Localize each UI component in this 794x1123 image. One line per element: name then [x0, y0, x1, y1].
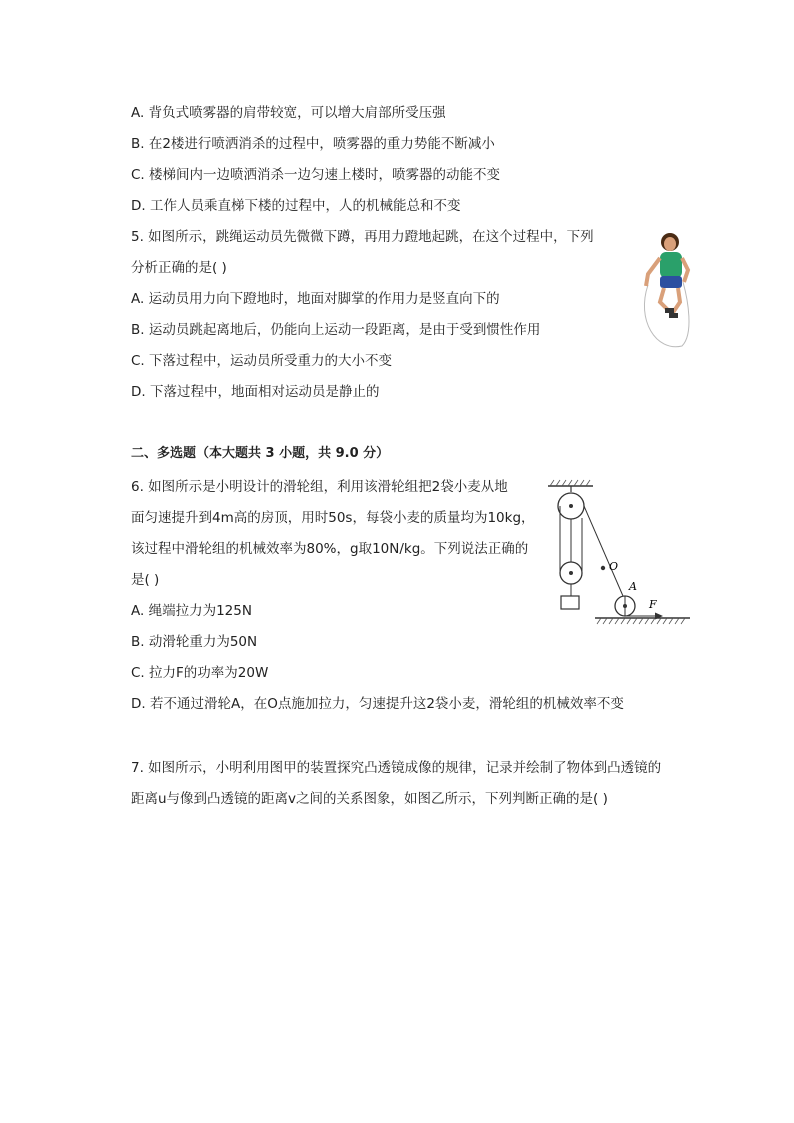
q5-option-d: D. 下落过程中，地面相对运动员是静止的: [131, 384, 380, 400]
q6-stem-line3: 该过程中滑轮组的机械效率为80%，g取10N/kg。下列说法正确的: [131, 541, 529, 557]
q6-stem-line2: 面匀速提升到4m高的房顶，用时50s，每袋小麦的质量均为10kg，: [131, 510, 535, 526]
section-multiple-choice-heading: 二、多选题（本大题共 3 小题，共 9.0 分）: [131, 446, 390, 461]
svg-text:F: F: [649, 598, 657, 611]
q5-stem-line2: 分析正确的是( ): [131, 260, 227, 276]
q6-option-a: A. 绳端拉力为125N: [131, 603, 252, 619]
q6-stem-line1: 6. 如图所示是小明设计的滑轮组，利用该滑轮组把2袋小麦从地: [131, 479, 508, 495]
pulley-system-figure: [545, 478, 693, 630]
svg-text:O: O: [609, 560, 619, 573]
q5-option-a: A. 运动员用力向下蹬地时，地面对脚掌的作用力是竖直向下的: [131, 291, 500, 307]
q6-option-d: D. 若不通过滑轮A，在O点施加拉力，匀速提升这2袋小麦，滑轮组的机械效率不变: [131, 696, 624, 712]
q6-option-c: C. 拉力F的功率为20W: [131, 665, 269, 681]
q4-option-b: B. 在2楼进行喷洒消杀的过程中，喷雾器的重力势能不断减小: [131, 136, 495, 152]
q7-stem-line2: 距离u与像到凸透镜的距离v之间的关系图象，如图乙所示，下列判断正确的是( ): [131, 791, 608, 807]
q5-stem-line1: 5. 如图所示，跳绳运动员先微微下蹲，再用力蹬地起跳，在这个过程中，下列: [131, 229, 594, 245]
q5-option-c: C. 下落过程中，运动员所受重力的大小不变: [131, 353, 393, 369]
q4-option-c: C. 楼梯间内一边喷洒消杀一边匀速上楼时，喷雾器的动能不变: [131, 167, 501, 183]
q5-option-b: B. 运动员跳起离地后，仍能向上运动一段距离，是由于受到惯性作用: [131, 322, 541, 338]
q4-option-a: A. 背负式喷雾器的肩带较宽，可以增大肩部所受压强: [131, 105, 446, 121]
q6-option-b: B. 动滑轮重力为50N: [131, 634, 258, 650]
jump-rope-athlete-figure: [636, 230, 696, 352]
q7-stem-line1: 7. 如图所示，小明利用图甲的装置探究凸透镜成像的规律，记录并绘制了物体到凸透镜的: [131, 760, 662, 776]
point-o: [601, 566, 605, 570]
q4-option-d: D. 工作人员乘直梯下楼的过程中，人的机械能总和不变: [131, 198, 461, 214]
q6-stem-line4: 是( ): [131, 572, 160, 588]
load-box: [561, 596, 579, 609]
svg-text:A: A: [629, 580, 637, 593]
